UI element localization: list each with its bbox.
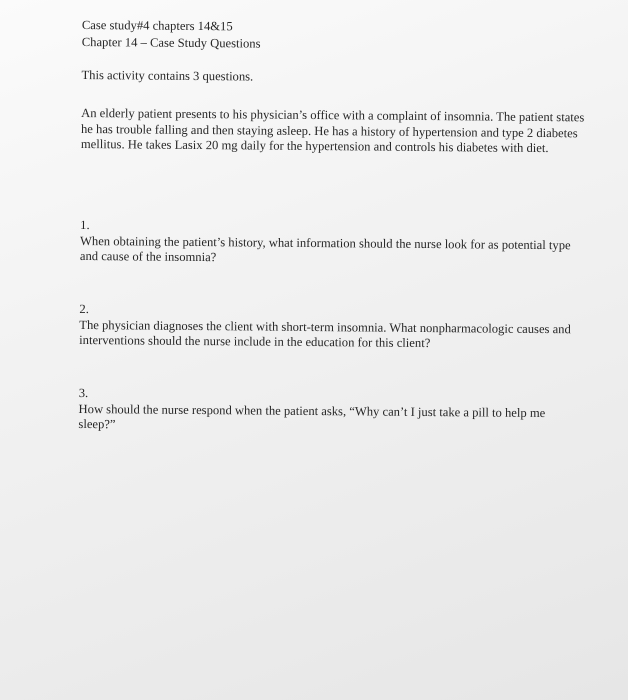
document-title: Case study#4 chapters 14&15	[81, 18, 233, 34]
question-number: 3.	[78, 385, 89, 401]
question-2	[79, 302, 577, 353]
case-scenario: An elderly patient presents to his physician’s office with a complaint of insomnia. The patient states he has trouble falling and then staying asleep. He has a history of hypertension and type 2 diabetes mellitus. He takes Lasix 20 mg daily for the hypertension and controls his diabetes with diet.	[80, 105, 585, 156]
question-number: 1.	[80, 217, 90, 233]
question-1	[80, 218, 578, 269]
question-text: How should the nurse respond when the patient asks, “Why can’t I just take a pill to help me sleep?”	[78, 401, 546, 432]
activity-intro: This activity contains 3 questions.	[81, 67, 254, 84]
question-text: The physician diagnoses the client with short-term insomnia. What nonpharmacologic causes and interventions should the nurse include in the education for this client?	[79, 317, 571, 351]
question-text: When obtaining the patient’s history, what information should the nurse look for as potential type and cause of the insomnia?	[79, 233, 571, 265]
question-3	[78, 386, 576, 437]
question-number: 2.	[79, 301, 89, 317]
document-subtitle: Chapter 14 – Case Study Questions	[81, 34, 261, 51]
document-page	[78, 18, 602, 432]
